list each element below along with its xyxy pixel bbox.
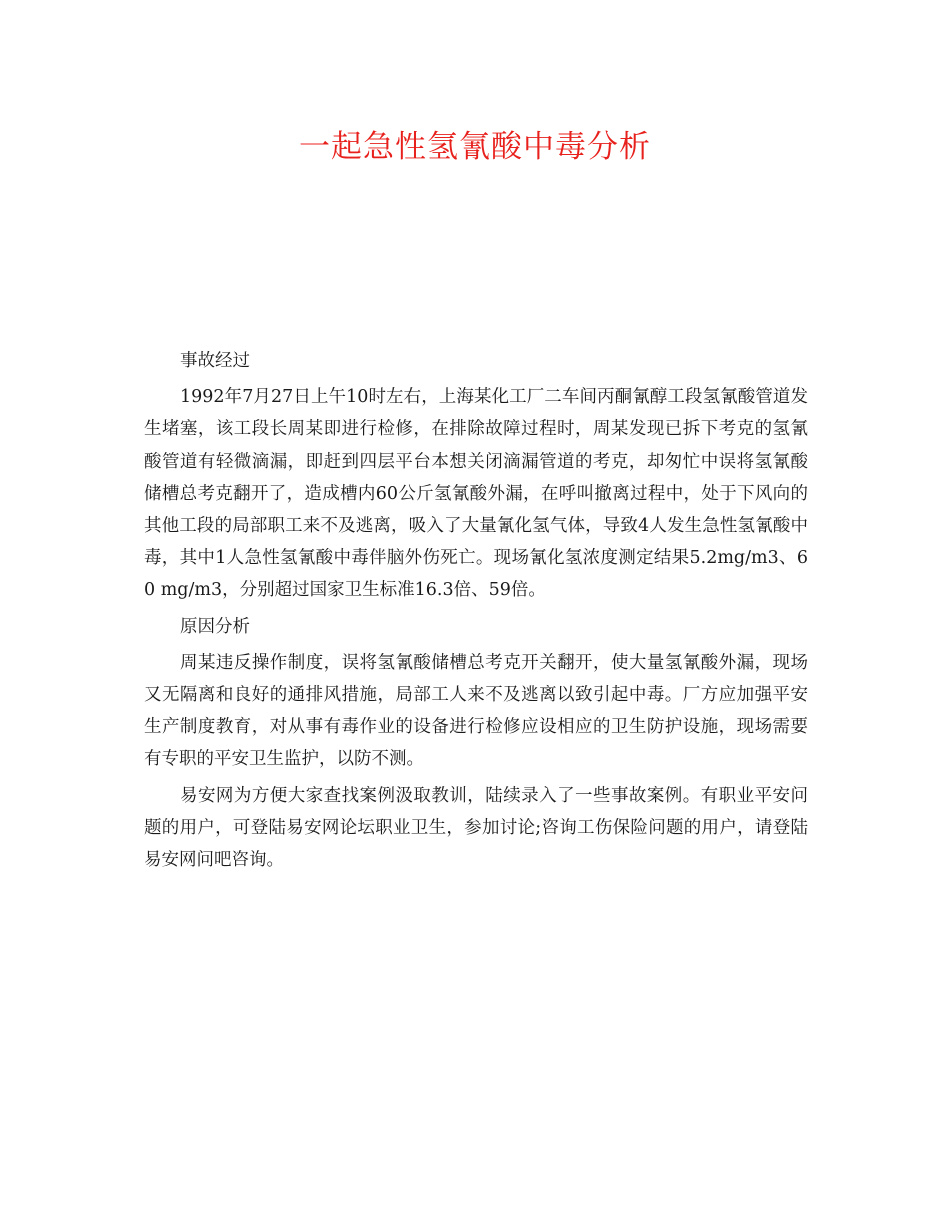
section-heading-accident: 事故经过 bbox=[180, 351, 250, 371]
section-heading-cause: 原因分析 bbox=[180, 616, 250, 637]
document-body bbox=[144, 345, 808, 880]
paragraph-accident: 1992年7月27日上午10时左右，上海某化工厂二车间丙酮氰醇工段氢氰酸管道发生堵塞，该工段长周某即进行检修，在排除故障过程时，周某发现已拆下考克的氢氰酸管道有轻微滴漏，即赶到四层平台本想关闭滴漏管道的考克，却匆忙中误将氢氰酸储槽总考克翻开了，造成槽内60公斤氢氰酸外漏，在呼叫撤离过程中，处于下风向的其他工段的局部职工来不及逃离，吸入了大量氰化氢气体，导致4人发生急性氢氰酸中毒，其中1人急性氢氰酸中毒伴脑外伤死亡。现场氰化氢浓度测定结果5.2mg/m3、60 mg/m3，分别超过国家卫生标准16.3倍、59倍。 bbox=[144, 387, 808, 601]
paragraph-cause: 周某违反操作制度，误将氢氰酸储槽总考克开关翻开，使大量氢氰酸外漏，现场又无隔离和良好的通排风措施，局部工人来不及逃离以致引起中毒。厂方应加强平安生产制度教育，对从事有毒作业的设备进行检修应设相应的卫生防护设施，现场需要有专职的平安卫生监护，以防不测。 bbox=[144, 652, 808, 770]
document-title: 一起急性氢氰酸中毒分析 bbox=[299, 129, 651, 165]
paragraph-note: 易安网为方便大家查找案例汲取教训，陆续录入了一些事故案例。有职业平安问题的用户，可登陆易安网论坛职业卫生，参加讨论;咨询工伤保险问题的用户，请登陆易安网问吧咨询。 bbox=[144, 785, 808, 871]
